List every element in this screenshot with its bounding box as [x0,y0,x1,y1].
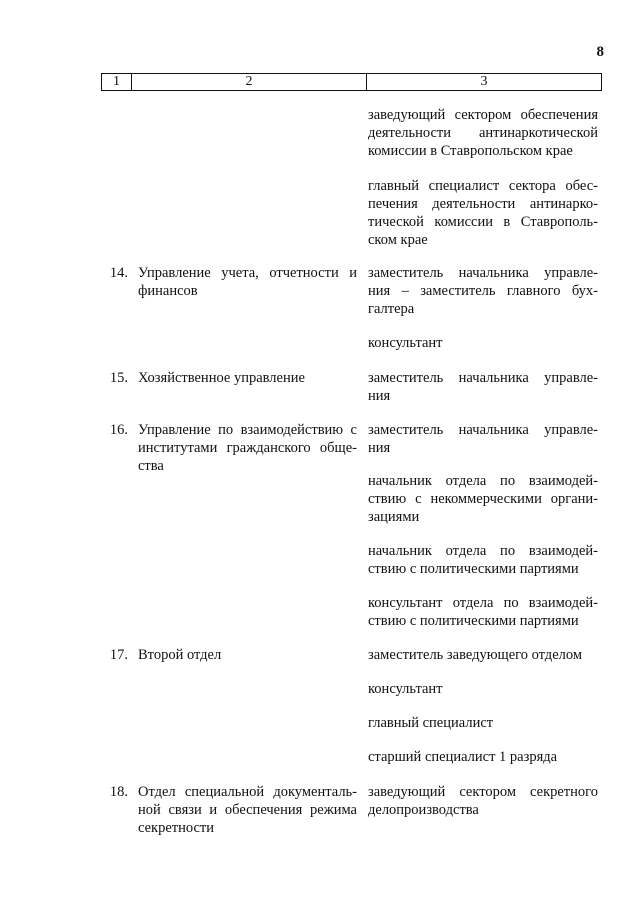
text-line: комиссии в Ставропольском крае [368,143,573,159]
text-line: ствию с политическими партиями [368,613,579,629]
department-name [138,264,357,300]
position-entry [368,421,598,457]
text-line: тической комиссии в Ставрополь- [368,214,598,230]
text-line: Второй отдел [138,647,222,663]
text-line: ства [138,458,164,474]
text-line: заведующий сектором обеспечения [368,107,598,123]
text-line: заместитель заведующего отделом [368,647,583,663]
text-line: главный специалист [368,715,494,731]
page-number: 8 [596,44,604,60]
header-col-3: 3 [480,74,488,89]
row-number: 16. [109,422,128,438]
text-line: ском крае [368,232,428,248]
text-line: секретности [138,820,215,836]
text-line: консультант [368,335,443,351]
text-line: зациями [368,509,420,525]
text-line: заместитель начальника управле- [368,370,598,386]
text-line: галтера [368,301,415,317]
row-number: 18. [109,784,128,800]
text-line: деятельности антинаркотической [368,125,598,141]
text-line: финансов [138,283,198,299]
text-line: печения деятельности антинарко- [368,196,598,212]
department-name [138,369,357,387]
position-entry [368,594,598,630]
text-line: Хозяйственное управление [138,370,305,386]
row-number: 14. [109,265,128,281]
text-line: ствию с политическими партиями [368,561,579,577]
position-entry [368,177,598,249]
text-line: заведующий сектором секретного [368,784,598,800]
text-line: Управление учета, отчетности и [138,265,357,281]
text-line: главный специалист сектора обес- [368,178,598,194]
row-number: 17. [109,647,128,663]
department-name [138,421,357,475]
text-line: ствию с некоммерческими органи- [368,491,598,507]
position-entry [368,472,598,526]
position-entry [368,369,598,405]
text-line: старший специалист 1 разряда [368,749,558,765]
text-line: консультант [368,681,443,697]
text-line: институтами гражданского обще- [138,440,357,456]
position-entry [368,264,598,318]
department-name [138,646,357,664]
row-number: 15. [109,370,128,386]
position-entry [368,714,598,732]
table-header [101,73,602,91]
position-entry [368,334,598,352]
header-col-2: 2 [132,74,367,90]
text-line: ния – заместитель главного бух- [368,283,598,299]
position-entry [368,106,598,160]
text-line: Отдел специальной документаль- [138,784,357,800]
header-col-1: 1 [102,74,132,90]
text-line: ной связи и обеспечения режима [138,802,357,818]
text-line: ния [368,388,391,404]
text-line: ния [368,440,391,456]
department-name [138,783,357,837]
position-entry [368,748,598,766]
text-line: Управление по взаимодействию с [138,422,357,438]
text-line: начальник отдела по взаимодей- [368,543,598,559]
text-line: заместитель начальника управле- [368,422,598,438]
position-entry [368,783,598,819]
text-line: делопроизводства [368,802,479,818]
position-entry [368,680,598,698]
text-line: начальник отдела по взаимодей- [368,473,598,489]
position-entry [368,542,598,578]
position-entry [368,646,598,664]
text-line: консультант отдела по взаимодей- [368,595,598,611]
text-line: заместитель начальника управле- [368,265,598,281]
